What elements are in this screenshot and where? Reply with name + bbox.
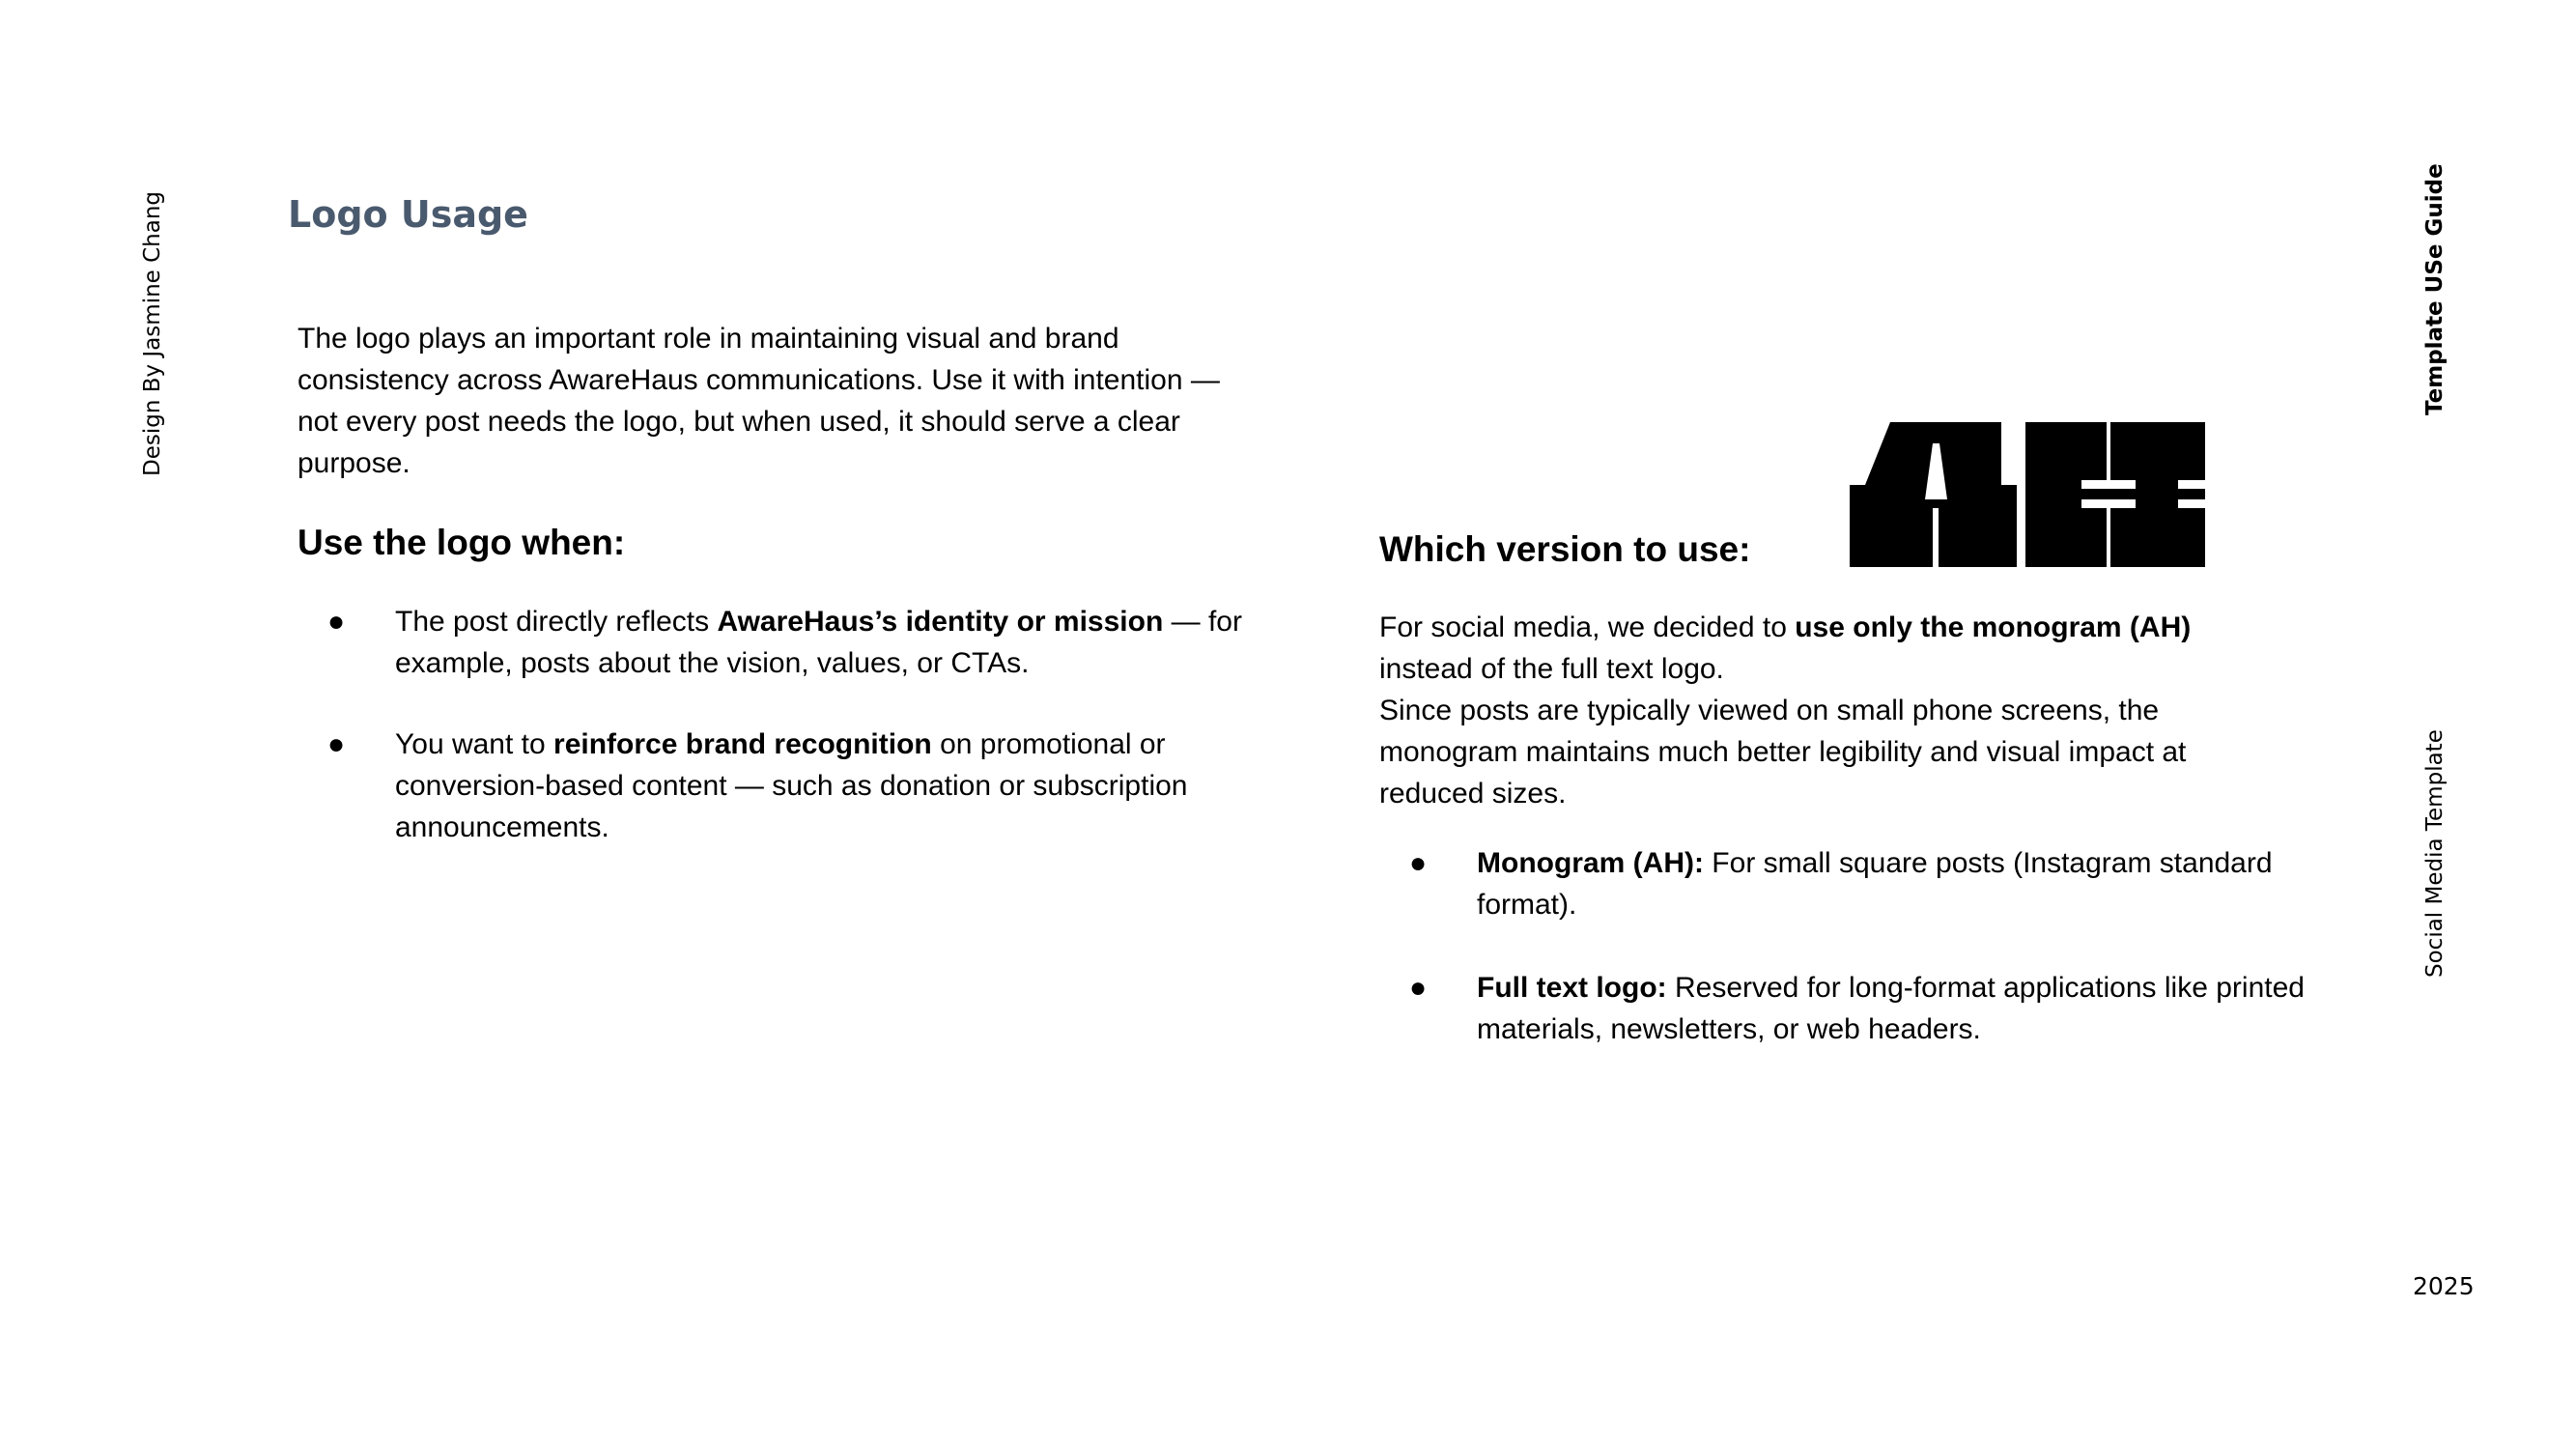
bullet-emphasis: reinforce brand recognition xyxy=(553,728,932,760)
paragraph-text: For social media, we decided to xyxy=(1379,611,1796,643)
bullet-text: The post directly reflects xyxy=(395,606,718,638)
bullet-text: — for example, posts about the vision, values, or CTAs. xyxy=(395,606,1242,679)
bullet-icon: ● xyxy=(327,728,346,760)
list-item xyxy=(1379,842,2321,925)
legibility-paragraph: Since posts are typically viewed on small phone screens, the monogram maintains much better legibility and visual impact at reduced sizes. xyxy=(1379,695,2187,810)
year-label: 2025 xyxy=(2413,1272,2475,1300)
bullet-text: For small square posts (Instagram standard format). xyxy=(1477,847,2273,921)
bullet-text: You want to xyxy=(395,728,554,760)
which-version-heading: Which version to use: xyxy=(1379,529,1751,569)
use-logo-heading: Use the logo when: xyxy=(297,523,626,562)
version-list xyxy=(1379,842,2321,1050)
version-explanation xyxy=(1379,607,2268,814)
template-label: Social Media Template xyxy=(2422,729,2448,978)
bullet-text: Reserved for long-format applications like printed materials, newsletters, or web headers. xyxy=(1477,972,2305,1045)
intro-paragraph: The logo plays an important role in maintaining visual and brand consistency across AwareHaus communications. Use it with intention — not every post needs the logo, but when used, it should serve a clear purpose. xyxy=(297,323,1220,479)
bullet-emphasis: AwareHaus’s identity or mission xyxy=(717,606,1164,638)
guide-label: Template USe Guide xyxy=(2422,163,2448,415)
monogram-logo xyxy=(1850,422,2205,567)
paragraph-emphasis: use only the monogram (AH) xyxy=(1795,611,2192,643)
version-paragraph xyxy=(1379,607,2268,690)
list-item xyxy=(297,724,1254,848)
page-title: Logo Usage xyxy=(288,193,528,236)
paragraph-text: instead of the full text logo. xyxy=(1379,653,1724,685)
bullet-icon: ● xyxy=(327,606,346,638)
bullet-emphasis: Monogram (AH): xyxy=(1477,847,1704,879)
bullet-emphasis: Full text logo: xyxy=(1477,972,1667,1004)
list-item xyxy=(1379,967,2321,1050)
designer-credit: Design By Jasmine Chang xyxy=(140,190,165,476)
bullet-text: on promotional or conversion-based content — such as donation or subscription announcements. xyxy=(395,728,1188,843)
list-item xyxy=(297,601,1254,684)
bullet-icon: ● xyxy=(1409,972,1428,1004)
use-logo-list xyxy=(297,601,1254,848)
bullet-icon: ● xyxy=(1409,847,1428,879)
